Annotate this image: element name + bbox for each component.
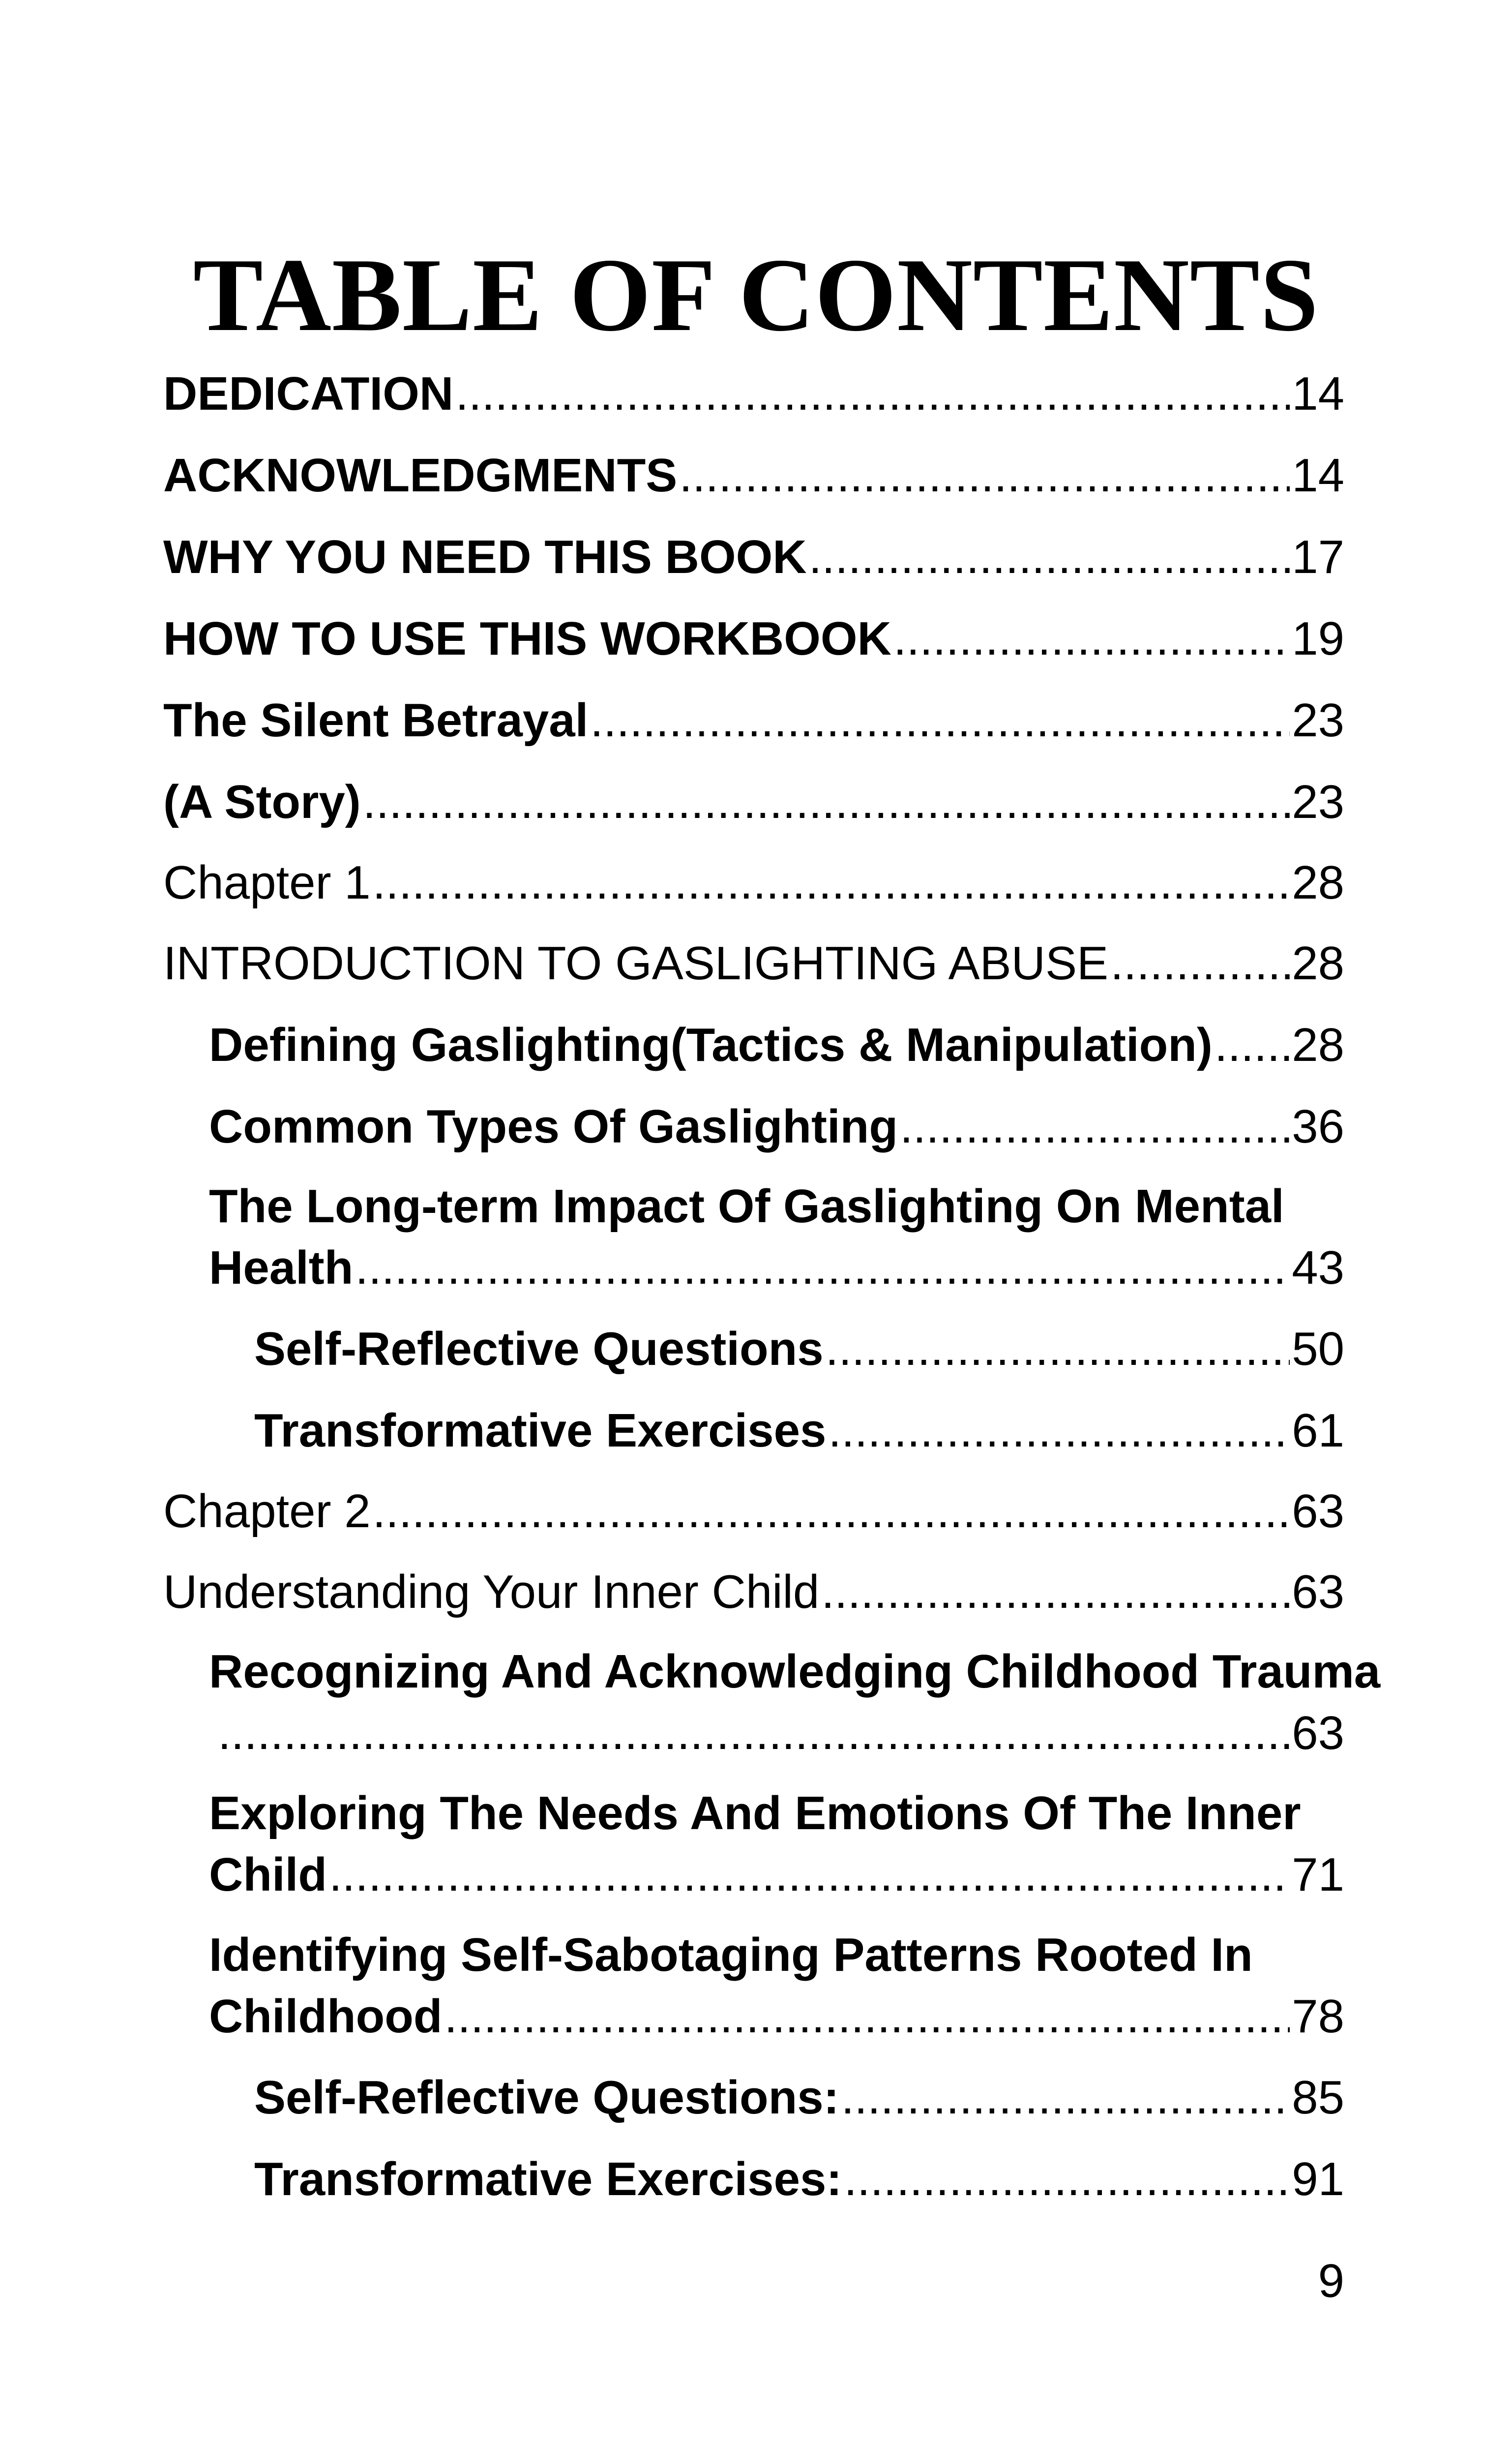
dot-leader — [1215, 1014, 1290, 1076]
dot-leader — [590, 690, 1290, 751]
toc-page-number: 63 — [1292, 1485, 1344, 1538]
dot-leader — [679, 445, 1290, 506]
toc-entry-title: Exploring The Needs And Emotions Of The Inner — [209, 1787, 1301, 1840]
toc-entry-chapter-1[interactable] — [163, 852, 1344, 913]
toc-entry-identifying-patterns[interactable] — [209, 1924, 1344, 2047]
toc-entry-acknowledgments[interactable] — [163, 445, 1344, 506]
toc-entry-title: The Long-term Impact Of Gaslighting On Mental — [209, 1180, 1284, 1233]
toc-entry-title-continued: Child — [209, 1848, 327, 1901]
toc-page-number: 14 — [1292, 449, 1344, 502]
toc-page-number: 28 — [1292, 937, 1344, 990]
toc-page-number: 50 — [1292, 1323, 1344, 1375]
dot-leader — [445, 1986, 1290, 2047]
toc-page-number: 28 — [1292, 1019, 1344, 1071]
dot-leader — [218, 1702, 1290, 1764]
toc-page-number: 85 — [1292, 2071, 1344, 2124]
dot-leader — [373, 1480, 1290, 1542]
toc-entry-title: DEDICATION — [163, 367, 454, 420]
toc-page-number: 36 — [1292, 1100, 1344, 1153]
toc-entry-title: Recognizing And Acknowledging Childhood Trauma — [209, 1645, 1381, 1698]
toc-page-number: 14 — [1292, 367, 1344, 420]
toc-entry-title: The Silent Betrayal — [163, 694, 589, 747]
toc-entry-title-continued: Childhood — [209, 1990, 443, 2043]
toc-entry-defining-gaslighting[interactable] — [209, 1014, 1344, 1076]
toc-entry-title: Transformative Exercises — [254, 1404, 827, 1457]
toc-entry-title: Self-Reflective Questions — [254, 1323, 824, 1375]
toc-entry-exploring-needs[interactable] — [209, 1782, 1344, 1905]
toc-entry-title-continued: Health — [209, 1241, 354, 1294]
dot-leader — [841, 2067, 1290, 2128]
toc-entry-long-term-impact[interactable] — [209, 1176, 1344, 1298]
toc-entry-title: Understanding Your Inner Child — [163, 1566, 820, 1618]
toc-entry-understanding-inner-child[interactable] — [163, 1561, 1344, 1623]
toc-entry-transformative-exercises-2[interactable] — [254, 2148, 1344, 2210]
toc-entry-dedication[interactable] — [163, 363, 1344, 424]
toc-page-number: 78 — [1292, 1990, 1344, 2043]
toc-entry-title: Chapter 1 — [163, 856, 371, 909]
toc-entry-title: Transformative Exercises: — [254, 2153, 842, 2205]
page-title: TABLE OF CONTENTS — [193, 237, 1319, 353]
toc-entry-title: INTRODUCTION TO GASLIGHTING ABUSE — [163, 937, 1109, 990]
toc-page-number: 17 — [1292, 531, 1344, 583]
toc-page-number: 71 — [1292, 1848, 1344, 1901]
dot-leader — [821, 1561, 1290, 1623]
dot-leader — [828, 1400, 1290, 1461]
toc-entry-title: ACKNOWLEDGMENTS — [163, 449, 678, 502]
toc-page-number: 28 — [1292, 856, 1344, 909]
dot-leader — [900, 1096, 1290, 1157]
toc-page-number: 19 — [1292, 612, 1344, 665]
toc-page-number: 23 — [1292, 776, 1344, 828]
dot-leader — [844, 2148, 1290, 2210]
toc-entry-title: Identifying Self-Sabotaging Patterns Rooted In — [209, 1929, 1253, 1981]
dot-leader — [373, 852, 1290, 913]
toc-page-number: 23 — [1292, 694, 1344, 747]
toc-entry-title: Defining Gaslighting(Tactics & Manipulation) — [209, 1019, 1213, 1071]
toc-entry-title: Self-Reflective Questions: — [254, 2071, 839, 2124]
toc-entry-title: HOW TO USE THIS WORKBOOK — [163, 612, 891, 665]
toc-entry-transformative-exercises-1[interactable] — [254, 1400, 1344, 1461]
dot-leader — [809, 526, 1290, 588]
toc-entry-self-reflective-questions-2[interactable] — [254, 2067, 1344, 2128]
toc-entry-a-story[interactable] — [163, 771, 1344, 833]
dot-leader — [355, 1237, 1290, 1298]
toc-entry-title: Common Types Of Gaslighting — [209, 1100, 898, 1153]
toc-page-number: 63 — [1292, 1566, 1344, 1618]
dot-leader — [363, 771, 1290, 833]
toc-entry-title: (A Story) — [163, 776, 361, 828]
toc-entry-chapter-2[interactable] — [163, 1480, 1344, 1542]
dot-leader — [1110, 933, 1290, 994]
toc-entry-common-types[interactable] — [209, 1096, 1344, 1157]
toc-page-number: 61 — [1292, 1404, 1344, 1457]
toc-entry-title: WHY YOU NEED THIS BOOK — [163, 531, 807, 583]
dot-leader — [893, 608, 1290, 669]
toc-entry-silent-betrayal[interactable] — [163, 690, 1344, 751]
toc-page-number: 43 — [1292, 1241, 1344, 1294]
toc-entry-self-reflective-questions-1[interactable] — [254, 1318, 1344, 1380]
toc-page-number: 91 — [1292, 2153, 1344, 2205]
dot-leader — [329, 1844, 1290, 1905]
toc-entry-how-to-use[interactable] — [163, 608, 1344, 669]
toc-entry-recognizing-trauma[interactable] — [209, 1641, 1381, 1764]
dot-leader — [826, 1318, 1290, 1380]
toc-entry-introduction[interactable] — [163, 933, 1344, 994]
toc-entry-title: Chapter 2 — [163, 1485, 371, 1538]
toc-entry-why-you-need-this-book[interactable] — [163, 526, 1344, 588]
page-number: 9 — [1318, 2255, 1344, 2307]
dot-leader — [455, 363, 1290, 424]
toc-page-number: 63 — [1292, 1707, 1344, 1759]
